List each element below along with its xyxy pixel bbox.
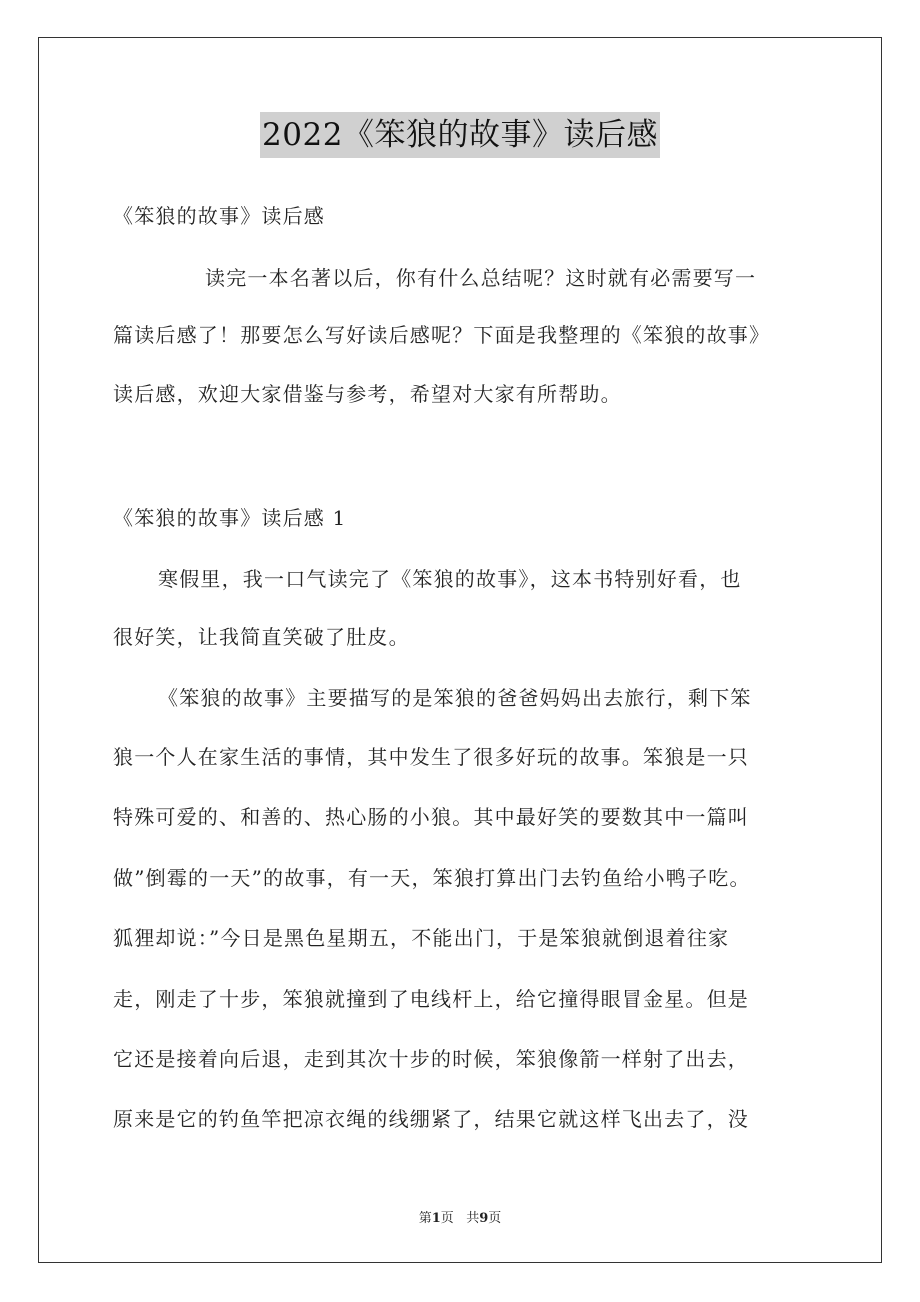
page-number: 1 <box>431 1211 441 1226</box>
paragraph-line: 《笨狼的故事》主要描写的是笨狼的爸爸妈妈出去旅行，剩下笨 <box>158 686 752 710</box>
subtitle: 《笨狼的故事》读后感 <box>113 204 325 228</box>
total-suffix: 页 <box>488 1211 502 1226</box>
page-footer <box>0 1207 920 1226</box>
page-label-suffix: 页 <box>440 1211 454 1226</box>
paragraph-line: 读后感，欢迎大家借鉴与参考，希望对大家有所帮助。 <box>113 382 622 406</box>
paragraph-line: 走，刚走了十步，笨狼就撞到了电线杆上，给它撞得眼冒金星。但是 <box>113 987 749 1011</box>
paragraph-line: 寒假里，我一口气读完了《笨狼的故事》，这本书特别好看，也 <box>158 567 742 591</box>
total-pages: 9 <box>479 1211 489 1226</box>
document-title: 2022《笨狼的故事》读后感 <box>260 112 660 158</box>
paragraph-line: 原来是它的钓鱼竿把凉衣绳的线绷紧了，结果它就这样飞出去了，没 <box>113 1107 749 1131</box>
page-label-prefix: 第 <box>418 1211 432 1226</box>
title-container <box>0 112 920 158</box>
paragraph-line: 狐狸却说：”今日是黑色星期五，不能出门，于是笨狼就倒退着往家 <box>113 926 730 950</box>
section-heading: 《笨狼的故事》读后感 1 <box>113 506 347 530</box>
paragraph-line: 读完一本名著以后，你有什么总结呢？这时就有必需要写一 <box>205 266 757 290</box>
paragraph-line: 特殊可爱的、和善的、热心肠的小狼。其中最好笑的要数其中一篇叫 <box>113 805 749 829</box>
paragraph-line: 狼一个人在家生活的事情，其中发生了很多好玩的故事。笨狼是一只 <box>113 745 749 769</box>
total-prefix: 共 <box>466 1211 480 1226</box>
paragraph-line: 篇读后感了！那要怎么写好读后感呢？下面是我整理的《笨狼的故事》 <box>113 323 771 347</box>
paragraph-line: 它还是接着向后退，走到其次十步的时候，笨狼像箭一样射了出去， <box>113 1047 749 1071</box>
paragraph-line: 很好笑，让我简直笑破了肚皮。 <box>113 625 410 649</box>
paragraph-line: 做”倒霉的一天”的故事，有一天，笨狼打算出门去钓鱼给小鸭子吃。 <box>113 866 751 890</box>
